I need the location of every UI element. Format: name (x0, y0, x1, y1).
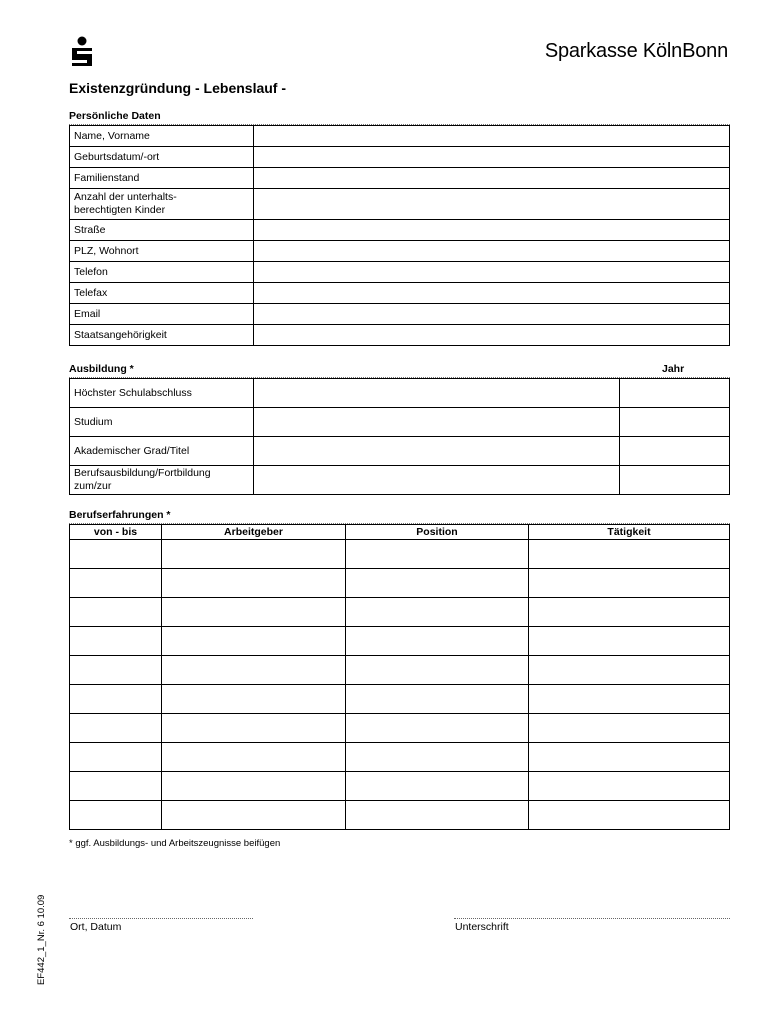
education-row-input[interactable] (254, 466, 620, 495)
experience-row (70, 743, 730, 772)
experience-column-header: Arbeitgeber (162, 525, 346, 540)
experience-cell-input[interactable] (70, 598, 162, 627)
personal-row-input[interactable] (254, 283, 730, 304)
education-row-label: Berufsausbildung/Fortbildung zum/zur (70, 466, 254, 495)
form-code: EF442_1_Nr. 6 10.09 (36, 894, 47, 985)
experience-cell-input[interactable] (70, 656, 162, 685)
experience-cell-input[interactable] (346, 656, 529, 685)
experience-cell-input[interactable] (346, 569, 529, 598)
personal-row-input[interactable] (254, 325, 730, 346)
signature-line[interactable] (454, 918, 730, 919)
personal-row (70, 126, 730, 147)
education-row-label: Akademischer Grad/Titel (70, 437, 254, 466)
education-row (70, 437, 730, 466)
experience-cell-input[interactable] (346, 743, 529, 772)
personal-row-label: Anzahl der unterhalts- berechtigten Kinder (70, 189, 254, 220)
education-year-input[interactable] (620, 466, 730, 495)
experience-cell-input[interactable] (346, 714, 529, 743)
personal-row (70, 241, 730, 262)
page-title: Existenzgründung - Lebenslauf - (69, 80, 287, 96)
experience-cell-input[interactable] (70, 540, 162, 569)
education-row (70, 466, 730, 495)
experience-cell-input[interactable] (529, 685, 730, 714)
experience-row (70, 627, 730, 656)
experience-cell-input[interactable] (529, 598, 730, 627)
experience-row (70, 656, 730, 685)
personal-row-label: Familienstand (70, 168, 254, 189)
experience-cell-input[interactable] (162, 772, 346, 801)
experience-cell-input[interactable] (346, 685, 529, 714)
experience-cell-input[interactable] (529, 714, 730, 743)
experience-cell-input[interactable] (70, 743, 162, 772)
signature-label: Unterschrift (455, 921, 509, 933)
experience-cell-input[interactable] (162, 569, 346, 598)
place-date-line[interactable] (69, 918, 253, 919)
personal-row (70, 262, 730, 283)
personal-row (70, 168, 730, 189)
personal-row (70, 220, 730, 241)
experience-cell-input[interactable] (70, 685, 162, 714)
personal-row-label: Straße (70, 220, 254, 241)
personal-row-input[interactable] (254, 241, 730, 262)
personal-row-input[interactable] (254, 262, 730, 283)
experience-row (70, 714, 730, 743)
experience-cell-input[interactable] (529, 569, 730, 598)
experience-cell-input[interactable] (346, 772, 529, 801)
experience-cell-input[interactable] (70, 772, 162, 801)
experience-cell-input[interactable] (529, 540, 730, 569)
education-row-label: Höchster Schulabschluss (70, 379, 254, 408)
education-row-input[interactable] (254, 379, 620, 408)
experience-cell-input[interactable] (162, 714, 346, 743)
experience-cell-input[interactable] (162, 801, 346, 830)
personal-row-input[interactable] (254, 189, 730, 220)
experience-column-header: von - bis (70, 525, 162, 540)
experience-cell-input[interactable] (162, 540, 346, 569)
personal-row (70, 189, 730, 220)
experience-table (69, 524, 730, 830)
personal-row-input[interactable] (254, 126, 730, 147)
personal-row (70, 325, 730, 346)
experience-cell-input[interactable] (346, 627, 529, 656)
education-row-input[interactable] (254, 437, 620, 466)
experience-cell-input[interactable] (529, 656, 730, 685)
personal-row-label: Geburtsdatum/-ort (70, 147, 254, 168)
education-table (69, 378, 730, 495)
education-year-input[interactable] (620, 437, 730, 466)
place-date-label: Ort, Datum (70, 921, 122, 933)
experience-cell-input[interactable] (529, 801, 730, 830)
experience-row (70, 772, 730, 801)
education-row-label: Studium (70, 408, 254, 437)
sparkasse-logo-icon (68, 36, 96, 70)
education-year-input[interactable] (620, 379, 730, 408)
experience-row (70, 801, 730, 830)
education-year-input[interactable] (620, 408, 730, 437)
personal-row-label: Telefax (70, 283, 254, 304)
education-row (70, 408, 730, 437)
experience-cell-input[interactable] (162, 743, 346, 772)
personal-heading: Persönliche Daten (69, 110, 730, 125)
experience-cell-input[interactable] (529, 772, 730, 801)
experience-cell-input[interactable] (346, 598, 529, 627)
experience-cell-input[interactable] (162, 685, 346, 714)
attachment-note: * ggf. Ausbildungs- und Arbeitszeugnisse beifügen (69, 838, 281, 849)
experience-cell-input[interactable] (70, 801, 162, 830)
experience-row (70, 540, 730, 569)
experience-cell-input[interactable] (346, 540, 529, 569)
personal-data-table (69, 125, 730, 346)
experience-cell-input[interactable] (162, 656, 346, 685)
personal-row (70, 283, 730, 304)
personal-row-input[interactable] (254, 168, 730, 189)
personal-row-label: Email (70, 304, 254, 325)
personal-row-label: PLZ, Wohnort (70, 241, 254, 262)
personal-row (70, 147, 730, 168)
personal-row-input[interactable] (254, 220, 730, 241)
experience-cell-input[interactable] (529, 627, 730, 656)
experience-cell-input[interactable] (529, 743, 730, 772)
experience-cell-input[interactable] (70, 627, 162, 656)
experience-cell-input[interactable] (70, 569, 162, 598)
personal-row (70, 304, 730, 325)
experience-row (70, 685, 730, 714)
experience-cell-input[interactable] (346, 801, 529, 830)
experience-column-header: Tätigkeit (529, 525, 730, 540)
personal-row-input[interactable] (254, 304, 730, 325)
experience-heading: Berufserfahrungen * (69, 509, 730, 524)
personal-row-label: Staatsangehörigkeit (70, 325, 254, 346)
experience-cell-input[interactable] (162, 598, 346, 627)
education-heading: Ausbildung * Jahr (69, 363, 730, 378)
personal-row-label: Telefon (70, 262, 254, 283)
personal-row-input[interactable] (254, 147, 730, 168)
experience-cell-input[interactable] (162, 627, 346, 656)
experience-cell-input[interactable] (70, 714, 162, 743)
personal-row-label: Name, Vorname (70, 126, 254, 147)
experience-row (70, 569, 730, 598)
year-label: Jahr (662, 363, 685, 375)
brand-name: Sparkasse KölnBonn (544, 40, 728, 62)
education-row (70, 379, 730, 408)
education-row-input[interactable] (254, 408, 620, 437)
experience-column-header: Position (346, 525, 529, 540)
experience-row (70, 598, 730, 627)
